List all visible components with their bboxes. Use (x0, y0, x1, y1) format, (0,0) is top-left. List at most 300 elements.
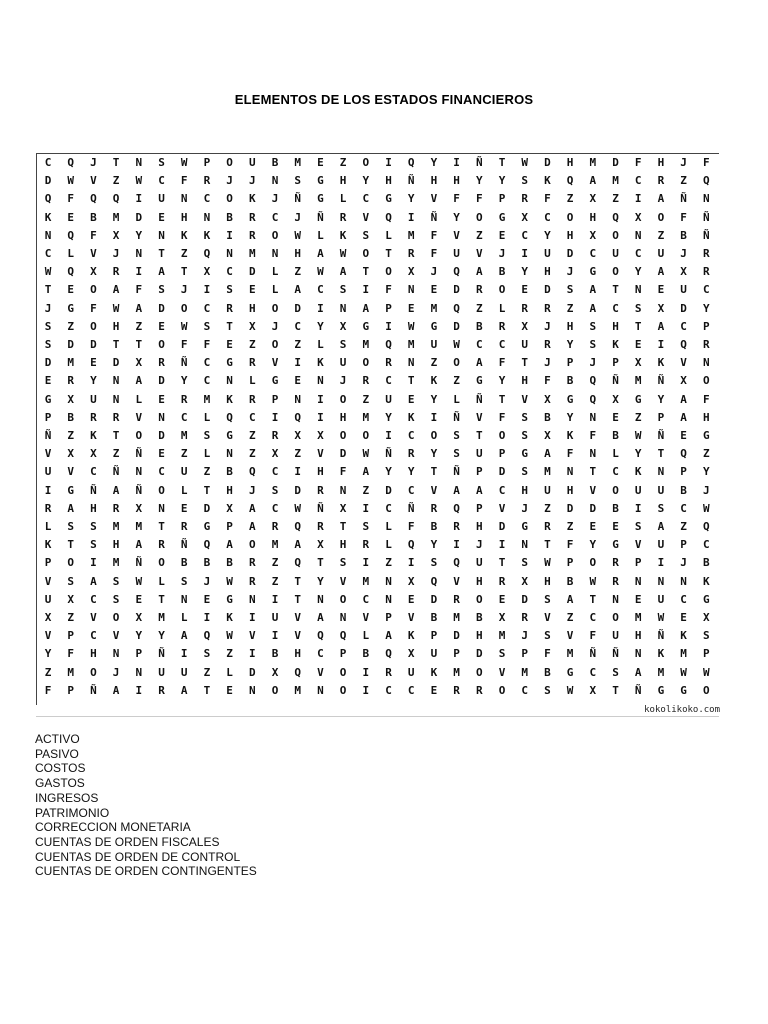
grid-letter[interactable]: J (90, 156, 97, 169)
grid-letter[interactable]: R (112, 410, 120, 424)
grid-letter[interactable]: Z (44, 665, 52, 679)
grid-letter[interactable]: Y (317, 319, 324, 333)
grid-letter[interactable]: X (702, 611, 710, 624)
grid-letter[interactable]: O (271, 228, 279, 242)
grid-letter[interactable]: D (112, 356, 120, 370)
grid-letter[interactable]: C (226, 265, 233, 279)
grid-letter[interactable]: B (226, 465, 233, 479)
grid-letter[interactable]: T (521, 356, 528, 370)
grid-letter[interactable]: E (44, 374, 52, 388)
grid-letter[interactable]: N (589, 447, 597, 461)
grid-letter[interactable]: A (158, 265, 165, 279)
grid-letter[interactable]: H (339, 174, 347, 188)
grid-letter[interactable]: I (385, 156, 392, 169)
grid-letter[interactable]: J (226, 174, 233, 188)
grid-letter[interactable]: L (67, 247, 74, 260)
grid-letter[interactable]: Q (702, 520, 710, 533)
grid-letter[interactable]: E (498, 228, 506, 242)
grid-letter[interactable]: S (67, 574, 74, 588)
grid-letter[interactable]: V (544, 611, 551, 624)
grid-letter[interactable]: X (498, 611, 506, 624)
grid-letter[interactable]: P (44, 410, 52, 424)
grid-letter[interactable]: O (362, 247, 370, 260)
grid-letter[interactable]: D (498, 520, 506, 533)
grid-letter[interactable]: N (158, 410, 165, 424)
grid-letter[interactable]: H (453, 174, 460, 188)
grid-letter[interactable]: P (475, 501, 483, 515)
grid-letter[interactable]: Z (634, 410, 642, 424)
grid-letter[interactable]: H (566, 483, 574, 497)
grid-letter[interactable]: E (657, 283, 665, 297)
grid-letter[interactable]: F (680, 210, 687, 224)
grid-letter[interactable]: O (702, 683, 710, 697)
grid-letter[interactable]: O (612, 611, 619, 624)
grid-letter[interactable]: D (294, 301, 301, 315)
grid-letter[interactable]: X (589, 683, 597, 697)
grid-letter[interactable]: A (589, 301, 597, 315)
grid-letter[interactable]: H (339, 538, 347, 552)
grid-letter[interactable]: E (158, 319, 165, 333)
grid-letter[interactable]: O (362, 356, 370, 370)
grid-letter[interactable]: A (112, 483, 120, 497)
grid-letter[interactable]: R (498, 319, 506, 333)
grid-letter[interactable]: L (385, 228, 392, 242)
grid-letter[interactable]: M (634, 611, 642, 624)
grid-letter[interactable]: V (362, 611, 370, 624)
grid-letter[interactable]: L (203, 447, 211, 461)
grid-letter[interactable]: M (203, 392, 211, 406)
grid-letter[interactable]: W (294, 501, 301, 515)
grid-letter[interactable]: S (203, 319, 211, 333)
grid-letter[interactable]: B (430, 611, 438, 624)
grid-letter[interactable]: P (430, 629, 438, 643)
grid-letter[interactable]: P (680, 465, 687, 479)
grid-letter[interactable]: K (407, 410, 415, 424)
grid-letter[interactable]: K (248, 192, 256, 206)
grid-letter[interactable]: F (453, 192, 460, 206)
grid-letter[interactable]: N (112, 374, 120, 388)
grid-letter[interactable]: R (90, 410, 97, 424)
grid-letter[interactable]: C (475, 338, 483, 351)
grid-letter[interactable]: A (544, 447, 551, 461)
grid-letter[interactable]: S (453, 447, 460, 461)
grid-letter[interactable]: T (112, 429, 120, 442)
grid-letter[interactable]: Z (67, 429, 74, 442)
grid-letter[interactable]: D (521, 592, 528, 606)
grid-letter[interactable]: S (634, 301, 642, 315)
grid-letter[interactable]: S (544, 629, 551, 643)
grid-letter[interactable]: C (385, 683, 392, 697)
grid-letter[interactable]: O (135, 429, 143, 442)
grid-letter[interactable]: Ñ (612, 647, 619, 661)
grid-letter[interactable]: H (589, 210, 597, 224)
grid-letter[interactable]: M (112, 556, 120, 570)
grid-letter[interactable]: X (589, 192, 597, 206)
grid-letter[interactable]: A (248, 520, 256, 533)
grid-letter[interactable]: A (589, 174, 597, 188)
grid-letter[interactable]: Z (226, 647, 233, 661)
grid-letter[interactable]: N (203, 210, 211, 224)
grid-letter[interactable]: A (657, 192, 665, 206)
grid-letter[interactable]: R (544, 301, 551, 315)
grid-letter[interactable]: H (248, 301, 256, 315)
grid-letter[interactable]: R (498, 574, 506, 588)
grid-letter[interactable]: H (90, 647, 97, 661)
grid-letter[interactable]: Q (430, 574, 438, 588)
grid-letter[interactable]: A (112, 683, 120, 697)
grid-letter[interactable]: T (498, 156, 506, 169)
grid-letter[interactable]: Z (475, 228, 483, 242)
grid-letter[interactable]: P (385, 301, 392, 315)
grid-letter[interactable]: M (294, 156, 301, 169)
grid-letter[interactable]: M (407, 338, 415, 351)
grid-letter[interactable]: V (294, 629, 301, 643)
grid-letter[interactable]: R (158, 356, 165, 370)
grid-letter[interactable]: X (44, 611, 52, 624)
grid-letter[interactable]: P (67, 683, 74, 697)
grid-letter[interactable]: P (475, 465, 483, 479)
grid-letter[interactable]: V (362, 210, 370, 224)
grid-letter[interactable]: J (702, 483, 710, 497)
grid-letter[interactable]: F (44, 683, 52, 697)
grid-letter[interactable]: N (339, 611, 347, 624)
grid-letter[interactable]: Y (90, 374, 97, 388)
grid-letter[interactable]: N (317, 374, 324, 388)
grid-letter[interactable]: W (521, 156, 528, 169)
grid-letter[interactable]: N (566, 465, 574, 479)
grid-letter[interactable]: N (135, 247, 143, 260)
grid-letter[interactable]: U (180, 665, 188, 679)
grid-letter[interactable]: Q (294, 556, 301, 570)
grid-letter[interactable]: R (612, 556, 619, 570)
grid-letter[interactable]: V (475, 247, 483, 260)
grid-letter[interactable]: E (158, 210, 165, 224)
grid-letter[interactable]: X (407, 647, 415, 661)
grid-letter[interactable]: D (498, 465, 506, 479)
grid-letter[interactable]: Y (566, 410, 574, 424)
grid-letter[interactable]: C (589, 665, 597, 679)
grid-letter[interactable]: Z (385, 556, 392, 570)
grid-letter[interactable]: C (203, 356, 211, 370)
grid-letter[interactable]: S (44, 338, 52, 351)
grid-letter[interactable]: M (362, 574, 370, 588)
grid-letter[interactable]: V (248, 629, 256, 643)
grid-letter[interactable]: I (248, 647, 256, 661)
grid-letter[interactable]: B (180, 556, 188, 570)
grid-letter[interactable]: W (702, 665, 710, 679)
grid-letter[interactable]: I (362, 501, 370, 515)
grid-letter[interactable]: Z (362, 483, 370, 497)
grid-letter[interactable]: W (362, 447, 370, 461)
grid-letter[interactable]: Q (702, 174, 710, 188)
grid-letter[interactable]: S (702, 629, 710, 643)
grid-letter[interactable]: O (271, 338, 279, 351)
grid-letter[interactable]: Y (385, 410, 392, 424)
grid-letter[interactable]: N (634, 283, 642, 297)
grid-letter[interactable]: X (67, 392, 74, 406)
grid-letter[interactable]: U (430, 647, 438, 661)
grid-letter[interactable]: T (612, 283, 619, 297)
grid-letter[interactable]: X (544, 392, 551, 406)
word-search-grid[interactable] (36, 153, 719, 705)
grid-letter[interactable]: M (634, 374, 642, 388)
grid-letter[interactable]: A (180, 683, 188, 697)
grid-letter[interactable]: Ñ (90, 483, 97, 497)
grid-letter[interactable]: W (339, 247, 347, 260)
grid-letter[interactable]: Q (203, 247, 211, 260)
grid-letter[interactable]: M (453, 611, 460, 624)
grid-letter[interactable]: S (203, 647, 211, 661)
grid-letter[interactable]: I (226, 228, 233, 242)
grid-letter[interactable]: D (589, 501, 597, 515)
grid-letter[interactable]: A (475, 265, 483, 279)
grid-letter[interactable]: O (453, 356, 460, 370)
grid-letter[interactable]: E (430, 683, 438, 697)
grid-letter[interactable]: R (702, 247, 710, 260)
grid-letter[interactable]: W (657, 611, 665, 624)
grid-letter[interactable]: S (453, 429, 460, 442)
grid-letter[interactable]: Z (271, 556, 279, 570)
grid-letter[interactable]: F (339, 465, 347, 479)
grid-letter[interactable]: T (634, 319, 642, 333)
grid-letter[interactable]: A (634, 665, 642, 679)
grid-letter[interactable]: J (203, 574, 211, 588)
grid-letter[interactable]: Y (135, 629, 143, 643)
grid-letter[interactable]: T (317, 556, 324, 570)
grid-letter[interactable]: P (566, 556, 574, 570)
grid-letter[interactable]: D (544, 156, 551, 169)
grid-letter[interactable]: D (203, 501, 211, 515)
grid-letter[interactable]: U (44, 465, 52, 479)
grid-letter[interactable]: X (407, 574, 415, 588)
grid-letter[interactable]: Ñ (475, 156, 483, 169)
grid-letter[interactable]: A (362, 301, 370, 315)
grid-letter[interactable]: X (90, 447, 97, 461)
grid-letter[interactable]: O (158, 556, 165, 570)
grid-letter[interactable]: F (589, 629, 597, 643)
grid-letter[interactable]: Z (248, 447, 256, 461)
grid-letter[interactable]: G (475, 374, 483, 388)
grid-letter[interactable]: A (135, 374, 143, 388)
grid-letter[interactable]: Q (385, 338, 392, 351)
grid-letter[interactable]: R (657, 174, 665, 188)
grid-letter[interactable]: O (385, 265, 392, 279)
grid-letter[interactable]: L (271, 283, 279, 297)
grid-letter[interactable]: S (339, 338, 347, 351)
grid-letter[interactable]: W (634, 429, 642, 442)
grid-letter[interactable]: Ñ (385, 447, 392, 461)
grid-letter[interactable]: T (612, 683, 619, 697)
grid-letter[interactable]: Z (294, 338, 301, 351)
grid-letter[interactable]: M (612, 174, 619, 188)
grid-letter[interactable]: F (475, 192, 483, 206)
grid-letter[interactable]: C (680, 501, 687, 515)
grid-letter[interactable]: R (521, 192, 528, 206)
grid-letter[interactable]: U (430, 338, 438, 351)
grid-letter[interactable]: M (362, 338, 370, 351)
grid-letter[interactable]: G (226, 592, 233, 606)
grid-letter[interactable]: M (135, 520, 143, 533)
grid-letter[interactable]: B (475, 319, 483, 333)
grid-letter[interactable]: O (112, 611, 120, 624)
grid-letter[interactable]: Q (226, 410, 233, 424)
grid-letter[interactable]: I (317, 301, 324, 315)
grid-letter[interactable]: N (317, 683, 324, 697)
grid-letter[interactable]: O (362, 429, 370, 442)
grid-letter[interactable]: J (294, 210, 301, 224)
grid-letter[interactable]: T (203, 483, 211, 497)
grid-letter[interactable]: T (44, 283, 52, 297)
grid-letter[interactable]: Q (203, 629, 211, 643)
grid-letter[interactable]: P (657, 410, 665, 424)
grid-letter[interactable]: S (589, 338, 597, 351)
grid-letter[interactable]: F (67, 647, 74, 661)
grid-letter[interactable]: Ñ (702, 228, 710, 242)
grid-letter[interactable]: G (317, 192, 324, 206)
grid-letter[interactable]: X (226, 501, 233, 515)
grid-letter[interactable]: Ñ (657, 429, 665, 442)
grid-letter[interactable]: E (158, 392, 165, 406)
grid-letter[interactable]: A (135, 301, 143, 315)
grid-letter[interactable]: E (634, 338, 642, 351)
grid-letter[interactable]: Z (702, 447, 710, 461)
grid-letter[interactable]: V (430, 192, 438, 206)
grid-letter[interactable]: A (566, 592, 574, 606)
grid-letter[interactable]: V (44, 629, 52, 643)
grid-letter[interactable]: R (362, 374, 370, 388)
grid-letter[interactable]: M (521, 665, 528, 679)
grid-letter[interactable]: L (362, 629, 370, 643)
grid-letter[interactable]: Ñ (158, 647, 165, 661)
grid-letter[interactable]: Y (317, 574, 324, 588)
grid-letter[interactable]: Q (203, 538, 211, 552)
grid-letter[interactable]: T (544, 538, 551, 552)
grid-letter[interactable]: Y (362, 174, 370, 188)
grid-letter[interactable]: O (226, 156, 233, 169)
grid-letter[interactable]: Y (135, 228, 143, 242)
grid-letter[interactable]: X (135, 501, 143, 515)
grid-letter[interactable]: A (112, 283, 120, 297)
grid-letter[interactable]: A (385, 629, 392, 643)
grid-letter[interactable]: V (453, 574, 460, 588)
grid-letter[interactable]: T (226, 319, 233, 333)
grid-letter[interactable]: A (657, 265, 665, 279)
grid-letter[interactable]: R (180, 392, 188, 406)
grid-letter[interactable]: T (67, 538, 74, 552)
grid-letter[interactable]: V (294, 611, 301, 624)
grid-letter[interactable]: V (90, 174, 97, 188)
grid-letter[interactable]: T (112, 338, 120, 351)
grid-letter[interactable]: S (430, 556, 438, 570)
grid-letter[interactable]: O (271, 301, 279, 315)
grid-letter[interactable]: P (339, 647, 347, 661)
grid-letter[interactable]: C (407, 483, 415, 497)
grid-letter[interactable]: F (566, 538, 574, 552)
grid-letter[interactable]: I (362, 683, 370, 697)
grid-letter[interactable]: Z (339, 156, 347, 169)
grid-letter[interactable]: Ñ (657, 629, 665, 643)
grid-letter[interactable]: N (657, 574, 665, 588)
grid-letter[interactable]: C (317, 283, 324, 297)
grid-letter[interactable]: G (226, 429, 233, 442)
grid-letter[interactable]: Y (475, 174, 483, 188)
grid-letter[interactable]: M (453, 665, 460, 679)
grid-letter[interactable]: B (544, 665, 551, 679)
grid-letter[interactable]: X (67, 592, 74, 606)
grid-letter[interactable]: I (248, 611, 256, 624)
grid-letter[interactable]: Q (453, 556, 460, 570)
grid-letter[interactable]: L (44, 520, 52, 533)
grid-letter[interactable]: J (566, 265, 574, 279)
grid-letter[interactable]: N (521, 538, 528, 552)
grid-letter[interactable]: P (566, 356, 574, 370)
grid-letter[interactable]: B (430, 520, 438, 533)
grid-letter[interactable]: X (135, 611, 143, 624)
grid-letter[interactable]: C (498, 483, 506, 497)
grid-letter[interactable]: S (44, 319, 52, 333)
grid-letter[interactable]: D (475, 647, 483, 661)
grid-letter[interactable]: I (453, 538, 460, 552)
grid-letter[interactable]: Z (294, 265, 301, 279)
grid-letter[interactable]: T (135, 338, 143, 351)
grid-letter[interactable]: D (453, 319, 460, 333)
grid-letter[interactable]: Z (67, 611, 74, 624)
grid-letter[interactable]: R (544, 520, 551, 533)
grid-letter[interactable]: G (566, 392, 574, 406)
grid-letter[interactable]: I (271, 629, 279, 643)
grid-letter[interactable]: A (226, 538, 233, 552)
grid-letter[interactable]: R (248, 228, 256, 242)
grid-letter[interactable]: H (612, 319, 619, 333)
grid-letter[interactable]: M (112, 210, 120, 224)
grid-letter[interactable]: J (112, 247, 120, 260)
grid-letter[interactable]: R (521, 611, 528, 624)
grid-letter[interactable]: A (657, 319, 665, 333)
grid-letter[interactable]: Ñ (294, 192, 301, 206)
grid-letter[interactable]: E (226, 338, 233, 351)
grid-letter[interactable]: Ñ (407, 174, 415, 188)
grid-letter[interactable]: C (158, 174, 165, 188)
grid-letter[interactable]: O (90, 319, 97, 333)
grid-letter[interactable]: K (180, 228, 188, 242)
grid-letter[interactable]: V (498, 665, 506, 679)
grid-letter[interactable]: N (44, 228, 52, 242)
grid-letter[interactable]: X (657, 301, 665, 315)
grid-letter[interactable]: D (453, 629, 460, 643)
grid-letter[interactable]: T (589, 465, 597, 479)
grid-letter[interactable]: O (612, 265, 619, 279)
grid-letter[interactable]: Q (248, 465, 256, 479)
grid-letter[interactable]: W (226, 574, 233, 588)
grid-letter[interactable]: Q (339, 629, 347, 643)
grid-letter[interactable]: N (702, 356, 710, 370)
grid-letter[interactable]: B (612, 501, 619, 515)
grid-letter[interactable]: D (67, 338, 74, 351)
grid-letter[interactable]: E (135, 592, 143, 606)
grid-letter[interactable]: I (135, 192, 143, 206)
grid-letter[interactable]: N (226, 374, 233, 388)
grid-letter[interactable]: M (271, 538, 279, 552)
grid-letter[interactable]: O (90, 283, 97, 297)
grid-letter[interactable]: R (317, 483, 324, 497)
grid-letter[interactable]: G (566, 665, 574, 679)
grid-letter[interactable]: N (317, 592, 324, 606)
grid-letter[interactable]: I (317, 410, 324, 424)
grid-letter[interactable]: E (634, 592, 642, 606)
grid-letter[interactable]: C (44, 247, 52, 260)
grid-letter[interactable]: D (385, 483, 392, 497)
grid-letter[interactable]: E (67, 283, 74, 297)
